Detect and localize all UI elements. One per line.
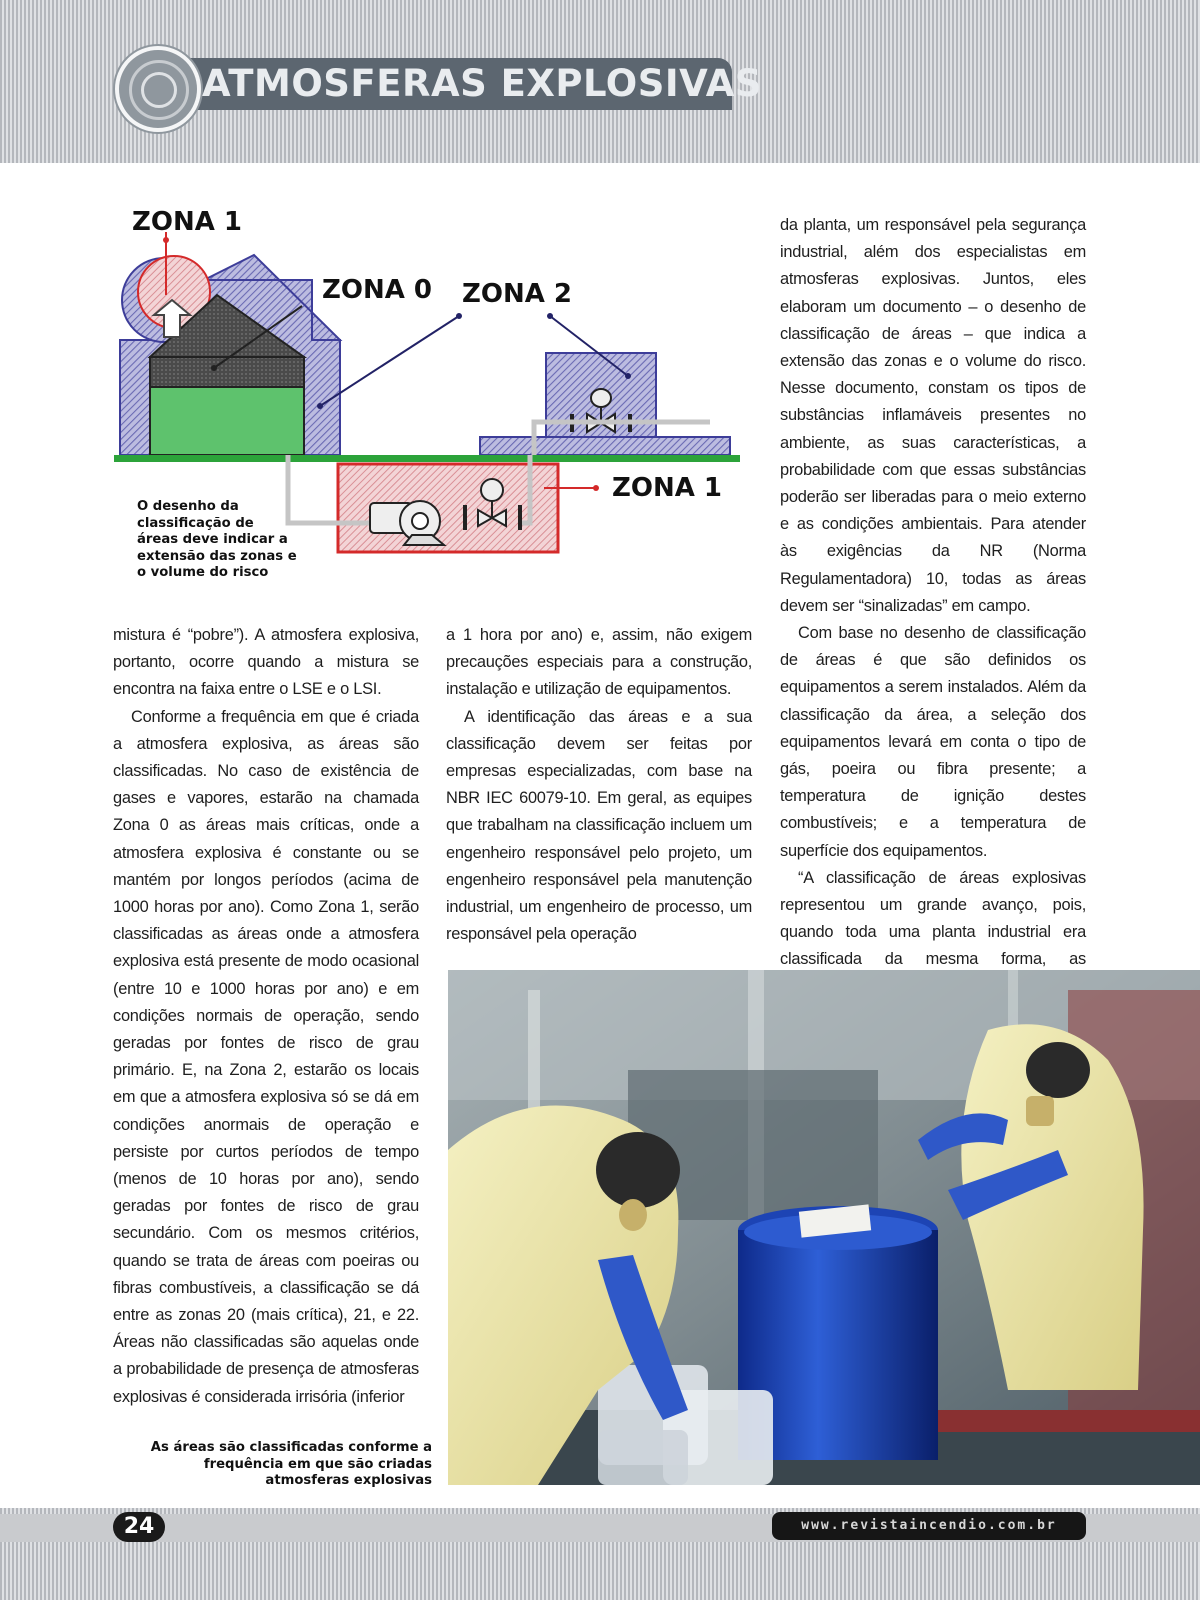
article-paragraph: “A classificação de áreas explosivas representou um grande avanço, pois, quando toda uma planta industrial era classificada da mesma forma, as [780,868,1086,969]
article-column-1 [113,622,419,1411]
ground-line [114,455,740,462]
label-zona0: ZONA 0 [322,275,432,305]
label-zona1-top: ZONA 1 [132,207,242,237]
article-paragraph: a 1 hora por ano) e, assim, não exigem precauções especiais para a construção, instalação e utilização de equipamentos. [446,626,752,699]
hazmat-workers-photo [448,970,1200,1485]
article-paragraph: A identificação das áreas e a sua classificação devem ser feitas por empresas especializadas, com base na NBR IEC 60079-10. Em geral, as equipes que trabalham na classificação incluem um engenheiro responsável pelo projeto, um engenheiro responsável pela manutenção industrial, um engenheiro de processo, um responsável pela operação [446,707,752,944]
title-emblem-icon [115,46,201,132]
article-paragraph: mistura é “pobre”). A atmosfera explosiva, portanto, ocorre quando a mistura se encontra na faixa entre o LSE e o LSI. [113,626,419,699]
photo-caption: As áreas são classificadas conforme a frequência em que são criadas atmosferas explosivas [150,1440,432,1488]
tank-vapor-zone0 [150,357,304,387]
article-column-3 [780,212,1086,1028]
article-paragraph: Com base no desenho de classificação de áreas é que são definidos os equipamentos a serem instalados. Além da classificação da área, a seleção dos equipamentos levará em conta o tipo de gás, poeira ou fibra presente; a temperatura de ignição destes combustíveis; e a temperatura de superfície dos equipamentos. [780,624,1086,860]
article-paragraph: Conforme a frequência em que é criada a atmosfera explosiva, as áreas são classificadas. No caso de existência de gases e vapores, estarão na chamada Zona 0 as áreas mais críticas, onde a atmosfera explosiva é constante ou se mantém por longos períodos (acima de 1000 horas por ano). Como Zona 1, serão classificadas as áreas onde a atmosfera explosiva está presente de modo ocasional (entre 10 e 1000 horas por ano) e em condições normais de operação, sendo geradas por fontes de risco de grau primário. E, na Zona 2, estarão os locais em que a atmosfera explosiva só se dá em condições anormais de operação e persiste por curtos períodos de tempo (menos de 10 horas por ano), sendo geradas por fontes de risco de grau secundário. Com os mesmos critérios, quando se trata de áreas com poeiras ou fibras combustíveis, a classificação se dá entre as zonas 20 (mais crítica), 21, e 22. Áreas não classificadas são aquelas onde a probabilidade de presença de atmosferas explosivas é considerada irrisória (inferior [113,707,419,1406]
article-paragraph: da planta, um responsável pela segurança industrial, além dos especialistas em atmosferas explosivas. Juntos, eles elaboram um documento – o desenho de classificação de áreas – que indica a extensão das zonas e o volume do risco. Nesse documento, constam os tipos de substâncias inflamáveis presentes no ambiente, as suas características, a probabilidade com que essas substâncias poderão ser liberadas para o meio externo e as condições ambientais. Para atender às exigências da NR (Norma Regulamentadora) 10, todas as áreas devem ser “sinalizadas” em campo. [780,216,1086,615]
label-zona1-right: ZONA 1 [612,473,722,503]
page-title: ATMOSFERAS EXPLOSIVAS [202,62,763,105]
website-url[interactable]: www.revistaincendio.com.br [772,1512,1086,1540]
tank-liquid [150,387,304,455]
label-zona2: ZONA 2 [462,279,572,309]
page-number: 24 [113,1512,165,1542]
article-column-2 [446,622,752,948]
diagram-caption: O desenho da classificação de áreas deve indicar a extensão das zonas e o volume do risco [137,499,297,580]
